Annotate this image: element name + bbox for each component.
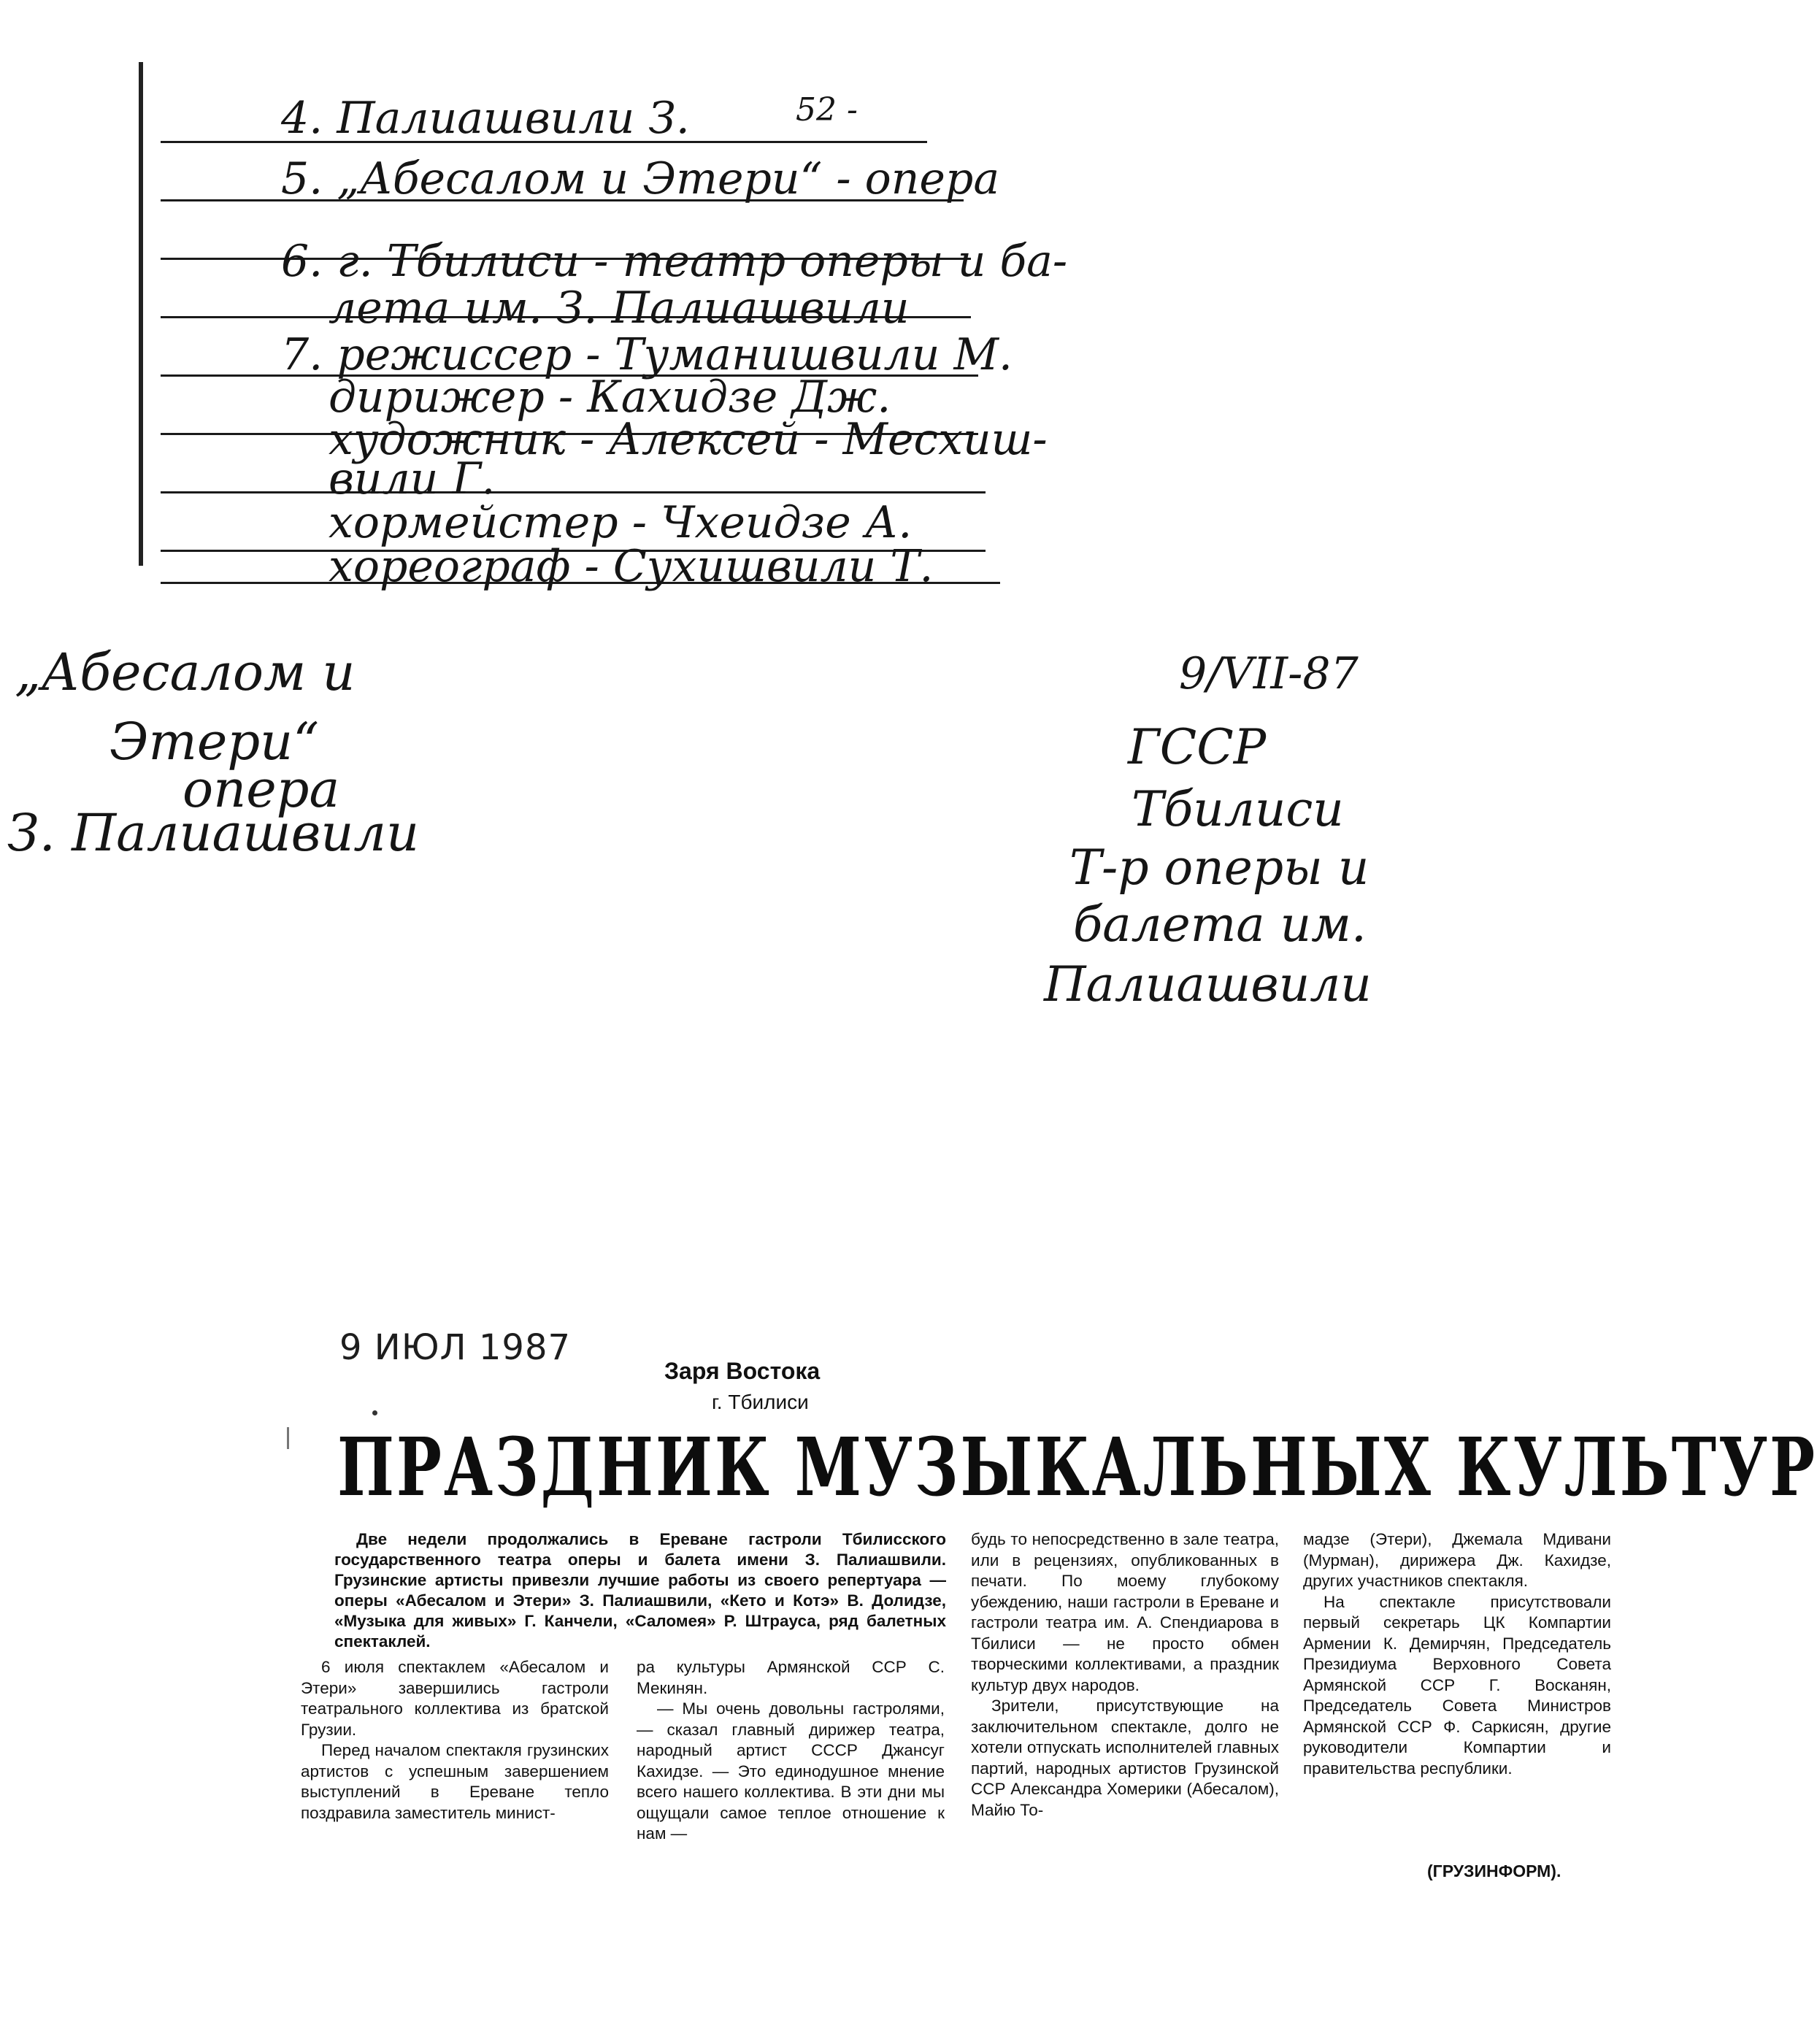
card-line-theatre-cont: лета им. З. Палиашвили [329,283,910,334]
column-paragraph: мадзе (Этери), Джемала Мдивани (Мурман), дирижера Дж. Кахидзе, других участников спектакля. [1303,1530,1611,1590]
index-card [139,62,1068,592]
article-lead: Две недели продолжались в Ереване гастроли Тбилисского государственного театра оперы и балета имени З. Палиашвили. Грузинские артисты привезли лучшие работы из своего репертуара — оперы «Абесалом и Этери» З. Палиашвили, «Кето и Котэ» В. Долидзе, «Музыка для живых» Г. Канчели, «Саломея» Р. Штрауса, ряд балетных спектаклей. [334,1530,946,1651]
scan-speck [372,1410,377,1415]
article-column-4 [1303,1529,1611,1779]
note-theatre-cont: балета им. [1073,896,1367,953]
article-headline: ПРАЗДНИК МУЗЫКАЛЬНЫХ КУЛЬТУР [337,1420,1817,1514]
column-paragraph: 6 июля спектаклем «Абесалом и Этери» завершились гастроли театрального коллектива из братской Грузии. [301,1658,609,1739]
card-line-designer-cont: вили Г. [329,453,496,504]
article-column-2 [637,1657,945,1845]
scan-speck [287,1427,289,1449]
card-line-chorus-master: хормейстер - Чхеидзе А. [329,497,913,548]
card-line-title: 5. „Абесалом и Этери“ - опера [281,153,1000,204]
note-composer: З. Палиашвили [7,803,420,863]
newspaper-name: Заря Востока [664,1358,821,1384]
card-left-border [139,62,143,566]
note-opera-title: „Абесалом и [15,642,356,702]
card-line-theatre: 6. г. Тбилиси - театр оперы и ба- [281,236,1068,287]
column-paragraph: Зрители, присутствующие на заключительном спектакле, долго не хотели отпускать исполнителей главных партий, народных артистов Грузинской ССР Александра Хомерики (Абесалом), Майю То- [971,1697,1279,1819]
card-line-designer: художник - Алексей - Месхиш- [329,414,1048,465]
card-line-conductor: дирижер - Кахидзе Дж. [329,372,891,423]
note-city: Тбилиси [1132,781,1344,837]
card-line-director: 7. режиссер - Туманишвили М. [281,329,1013,380]
column-paragraph: Перед началом спектакля грузинских артистов с успешным завершением выступлений в Ереване тепло поздравила заместитель минист- [301,1741,609,1822]
card-line-choreographer: хореограф - Сухишвили Т. [329,541,934,592]
column-paragraph: — Мы очень довольны гастролями, — сказал главный дирижер театра, народный артист СССР Джансуг Кахидзе. — Это единодушное мнение всего нашего коллектива. В эти дни мы ощущали самое теплое отношение к нам — [637,1699,945,1843]
date-stamp: 9 ИЮЛ 1987 [339,1327,572,1368]
note-genre: опера [183,759,340,819]
column-paragraph: На спектакле присутствовали первый секретарь ЦК Компартии Армении К. Демирчян, Председатель Президиума Верховного Совета Армянской ССР Г. Восканян, Председатель Совета Министров Армянской ССР Ф. Саркисян, другие руководители Компартии и правительства республики. [1303,1592,1611,1778]
column-paragraph: ра культуры Армянской ССР С. Мекинян. [637,1658,945,1697]
article-column-3 [971,1529,1279,1821]
column-paragraph: будь то непосредственно в зале театра, или в рецензиях, опубликованных в печати. По моему глубокому убеждению, наши гастроли в Ереване и гастроли театра им. А. Спендиарова в Тбилиси — не просто обмен творческими коллективами, а праздник культур двух народов. [971,1530,1279,1694]
note-theatre: Т-р оперы и [1069,840,1370,896]
card-corner-mark: 52 - [796,91,858,128]
card-line-composer: 4. Палиашвили З. [281,93,690,144]
note-republic: ГССР [1128,719,1267,775]
newspaper-city: г. Тбилиси [712,1391,809,1413]
note-theatre-name: Палиашвили [1044,956,1372,1013]
card-rule [161,491,986,493]
note-opera-title-cont: Этери“ [110,712,320,772]
article-column-1 [301,1657,609,1824]
note-date: 9/VII-87 [1179,648,1359,699]
article-signature: (ГРУЗИНФОРМ). [1427,1862,1561,1880]
